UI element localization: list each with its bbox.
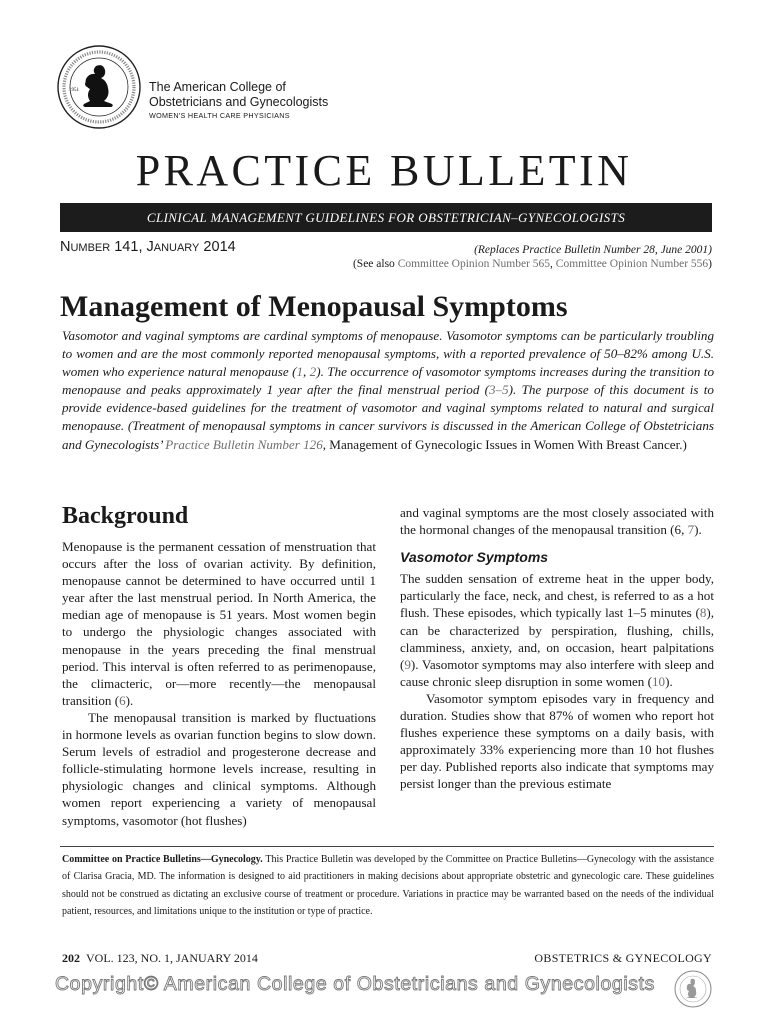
reference-link-6[interactable]: 6 bbox=[119, 692, 126, 708]
reference-link-9[interactable]: 9 bbox=[404, 656, 411, 672]
replaces-note bbox=[353, 243, 712, 271]
abstract-text-2: ). The occurrence of vasomotor symptoms increases during the transition to menopause and peaks approximately 1 year after the final menstrual period ( bbox=[62, 364, 714, 398]
watermark-seal-icon bbox=[673, 969, 713, 1009]
org-tagline: WOMEN'S HEALTH CARE PHYSICIANS bbox=[149, 111, 290, 120]
publication-title: PRACTICE BULLETIN bbox=[135, 146, 633, 195]
vm-p1-text-a: The sudden sensation of extreme heat in the upper body, particularly the face, neck, and chest, is referred to as a hot flush. These episodes, which typically last 1–5 minutes ( bbox=[400, 571, 714, 621]
reference-link-1[interactable]: 1 bbox=[296, 364, 303, 380]
article-title: Management of Menopausal Symptoms bbox=[60, 290, 568, 323]
vasomotor-heading: Vasomotor Symptoms bbox=[400, 549, 549, 566]
bulletin-number bbox=[60, 239, 236, 255]
number-cap: N bbox=[60, 239, 71, 255]
abstract-text-1: Vasomotor and vaginal symptoms are cardinal symptoms of menopause. Vasomotor symptoms can be particularly troubling to women and are the most commonly reported menopausal symptoms, with a reported prevalence of 50–82% among U.S. women who experience natural menopause ( bbox=[62, 328, 714, 380]
see-also-link-556[interactable]: Committee Opinion Number 556 bbox=[555, 258, 709, 270]
journal-name: OBSTETRICS & GYNECOLOGY bbox=[534, 951, 712, 965]
vm-p1-text-b: ), can be characterized by perspiration, flushing, chills, clamminess, anxiety, and, on occasion, heart palpitations ( bbox=[400, 605, 714, 672]
reference-link-3-5[interactable]: 3–5 bbox=[489, 382, 509, 398]
right-p1-close: ). bbox=[694, 522, 702, 538]
reference-link-10[interactable]: 10 bbox=[652, 673, 666, 689]
background-paragraph-2: The menopausal transition is marked by fluctuations in hormone levels as ovarian function begins to slow down. Serum levels of estradiol and progesterone decrease and follicle-stimulating hormone levels increase, resulting in physiologic changes and clinical symptoms. Although women report experiencing a variety of menopausal symptoms, vasomotor (hot flushes) bbox=[62, 709, 376, 828]
abstract bbox=[62, 327, 714, 454]
see-also-prefix: (See also bbox=[352, 258, 398, 270]
date-cap: J bbox=[146, 239, 154, 255]
footnote-text: This Practice Bulletin was developed by the Committee on Practice Bulletins—Gynecology with the assistance of Clarisa Gracia, MD. The information is designed to aid practitioners in making decisions about appropriate obstetric and gynecologic care. These guidelines should not be construed as dictating an exclusive course of treatment or procedure. Variations in practice may be warranted based on the needs of the individual patient, resources, and limitations unique to the institution or type of practice. bbox=[62, 854, 714, 918]
see-also-suffix: ) bbox=[708, 258, 712, 270]
copyright-watermark: Copyright© American College of Obstetricians and Gynecologists bbox=[55, 973, 656, 995]
abstract-text-3: ). The purpose of this document is to provide evidence-based guidelines for the treatment of vasomotor and vaginal symptoms related to natural and surgical menopause. (Treatment of menopausal symptoms in cancer survivors is discussed in the American College of Obstetricians and Gynecologists’ bbox=[62, 382, 714, 452]
abstract-text-4: , Management of Gynecologic Issues in Women With Breast Cancer.) bbox=[322, 436, 687, 452]
left-column bbox=[62, 538, 376, 829]
reference-link-2[interactable]: 2 bbox=[309, 364, 317, 380]
vm-p1-text-c: ). Vasomotor symptoms may also interfere with sleep and cause chronic sleep disruption in some women ( bbox=[400, 656, 714, 689]
page-number: 202 bbox=[62, 951, 80, 965]
right-p1-text: and vaginal symptoms are the most closely associated with the hormonal changes of the menopausal transition (6, bbox=[400, 505, 714, 538]
guidelines-banner: CLINICAL MANAGEMENT GUIDELINES FOR OBSTETRICIAN–GYNECOLOGISTS bbox=[60, 203, 712, 232]
number-smallcaps: UMBER bbox=[70, 242, 111, 254]
reference-link-7[interactable]: 7 bbox=[687, 522, 695, 538]
vasomotor-paragraph-2: Vasomotor symptom episodes vary in frequency and duration. Studies show that 87% of women who report hot flushes experience these symptoms on a daily basis, with approximately 33% experiencing more than 10 hot flushes per day. Published reports also indicate that symptoms may persist longer than the previous estimate bbox=[400, 690, 714, 792]
replaces-text: (Replaces Practice Bulletin Number 28, June 2001) bbox=[474, 244, 712, 256]
background-heading: Background bbox=[62, 503, 189, 529]
date-year: 2014 bbox=[199, 239, 236, 255]
practice-bulletin-126-link[interactable]: Practice Bulletin Number 126 bbox=[165, 436, 323, 452]
page-footer-left bbox=[62, 951, 258, 966]
right-paragraph-1 bbox=[400, 504, 714, 538]
right-column bbox=[400, 504, 714, 793]
number-value: 141, bbox=[110, 239, 147, 255]
background-paragraph-1 bbox=[62, 538, 376, 709]
volume-info: VOL. 123, NO. 1, JANUARY 2014 bbox=[86, 951, 258, 965]
see-also bbox=[353, 257, 712, 271]
abstract-comma: , bbox=[303, 364, 310, 380]
date-smallcaps: ANUARY bbox=[153, 242, 200, 254]
svg-text:1951: 1951 bbox=[69, 88, 79, 93]
bg-p1-text: Menopause is the permanent cessation of menstruation that occurs after the loss of ovarian activity. By definition, menopause cannot be determined to have occurred until 1 year after the last menstrual period. In North America, the median age of menopause is 51 years. Most women begin to undergo the physiologic changes associated with menopause in the years preceding the final menstrual period. This interval is often referred to as perimenopause, the climacteric, or—more recently—the menopausal transition ( bbox=[62, 539, 376, 708]
footnote-divider bbox=[60, 846, 714, 847]
bg-p1-close: ). bbox=[125, 692, 134, 708]
see-also-separator: , bbox=[550, 258, 556, 270]
reference-link-8[interactable]: 8 bbox=[699, 605, 707, 621]
org-line-2: Obstetricians and Gynecologists bbox=[149, 95, 329, 109]
org-line-1: The American College of bbox=[149, 80, 286, 94]
organization-name bbox=[149, 80, 328, 122]
acog-seal-logo bbox=[56, 44, 142, 130]
vasomotor-paragraph-1 bbox=[400, 570, 714, 690]
vm-p1-close: ). bbox=[665, 673, 673, 689]
committee-footnote bbox=[62, 851, 714, 921]
see-also-link-565[interactable]: Committee Opinion Number 565 bbox=[397, 258, 551, 270]
footnote-bold: Committee on Practice Bulletins—Gynecology. bbox=[62, 854, 263, 865]
